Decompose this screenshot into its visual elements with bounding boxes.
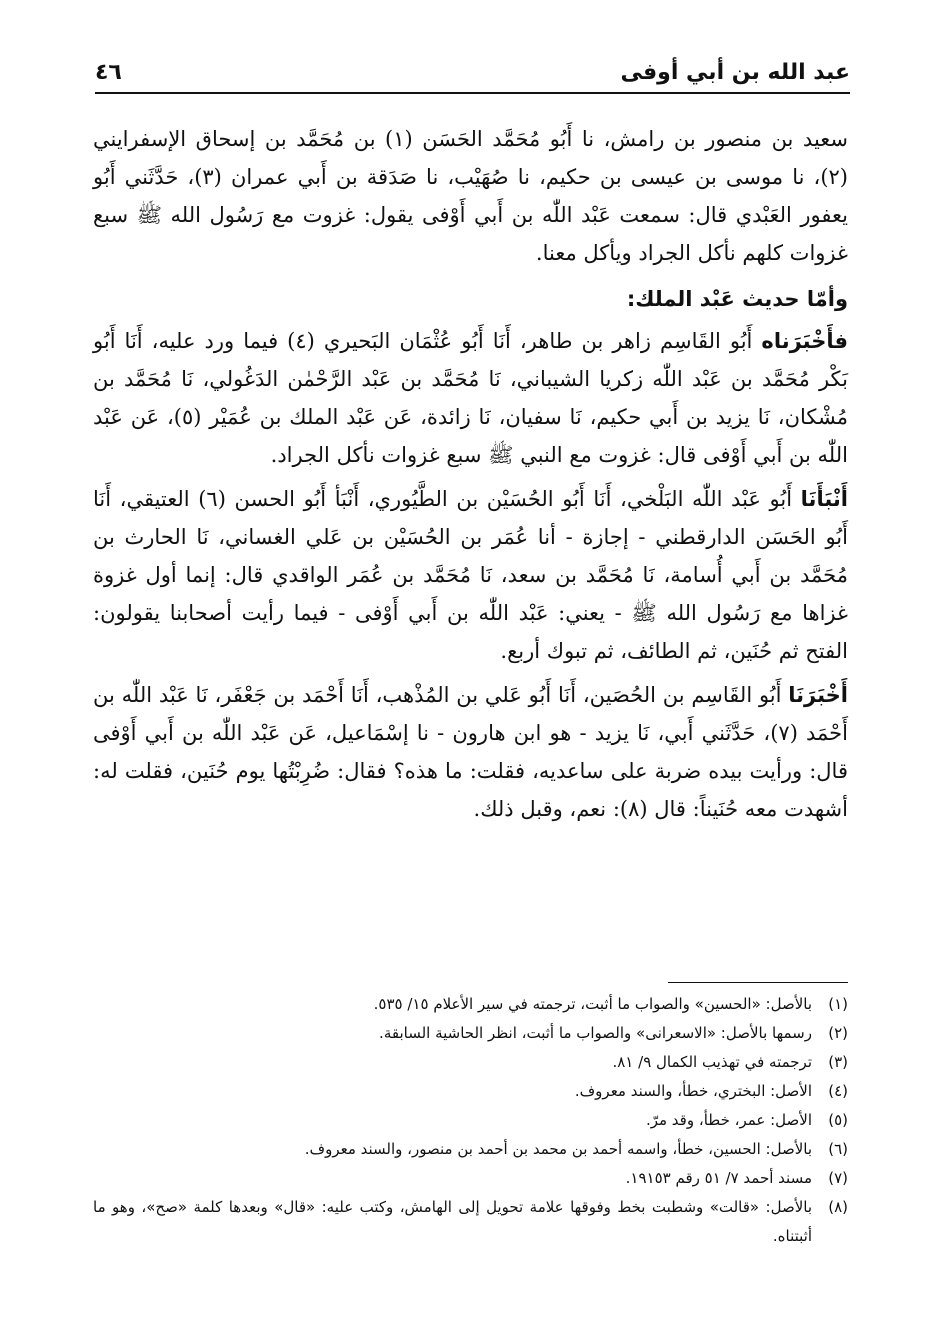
running-title: عبد الله بن أبي أوفى — [620, 60, 850, 85]
footnote — [93, 990, 848, 1019]
footnote-text: الأصل: عمر، خطأ، وقد مرّ. — [645, 1111, 812, 1129]
footnote-number: (٧) — [828, 1169, 848, 1187]
main-text — [93, 120, 848, 828]
footnote-text: ترجمته في تهذيب الكمال ٩/ ٨١. — [612, 1053, 812, 1071]
footnotes — [93, 990, 848, 1251]
footnote-text: رسمها بالأصل: «الاسعرانى» والصواب ما أثبت، انظر الحاشية السابقة. — [379, 1024, 812, 1042]
paragraph-4-lead: أَخْبَرَنَا — [788, 683, 848, 707]
footnote-text: بالأصل: «قالت» وشطبت بخط وفوقها علامة تحويل إلى الهامش، وكتب عليه: «قال» وبعدها كلمة «صح»، وهو ما أثبتناه. — [93, 1198, 812, 1245]
footnote-number: (٢) — [828, 1024, 848, 1042]
footnote-text: مسند أحمد ٧/ ٥١ رقم ١٩١٥٣. — [625, 1169, 812, 1187]
footnote — [93, 1193, 848, 1251]
section-heading: وأمّا حديث عَبْد الملك: — [626, 287, 848, 311]
footnote-number: (١) — [828, 995, 848, 1013]
paragraph-2 — [93, 322, 848, 474]
footnote-number: (٤) — [828, 1082, 848, 1100]
paragraph-3-lead: أَنْبَأَنَا — [800, 487, 848, 511]
running-header — [95, 58, 850, 94]
paragraph-3 — [93, 480, 848, 670]
footnote — [93, 1019, 848, 1048]
footnote-number: (٣) — [828, 1053, 848, 1071]
footnote-divider — [668, 982, 848, 983]
paragraph-4 — [93, 676, 848, 828]
paragraph-3-text: أَبُو عَبْد اللّٰه البَلْخي، أَنَا أَبُو الحُسَيْن بن الطَّيُوري، أَنْبَأ أَبُو الحسن (٦) العتيقي، أَنَا أَبُو الحَسَن الدارقطني - إجازة - أنا عُمَر بن الحُسَيْن بن عَلي الغساني، نَا الحارث بن مُحَمَّد بن أَبي أُسامة، نَا مُحَمَّد بن سعد، نَا مُحَمَّد بن عُمَر الواقدي قال: إنما أول غزوة غزاها مع رَسُول الله ﷺ - يعني: عَبْد اللّٰه بن أَبي أَوْفى - فيما رأيت أصحابنا يقولون: الفتح ثم حُنَين، ثم الطائف، ثم تبوك أربع. — [93, 487, 848, 663]
footnote-number: (٦) — [828, 1140, 848, 1158]
paragraph-1: سعيد بن منصور بن رامش، نا أَبُو مُحَمَّد الحَسَن (١) بن مُحَمَّد بن إسحاق الإسفرايني (٢)، نا موسى بن عيسى بن حكيم، نا صُهَيْب، نا صَدَقة بن أَبي عمران (٣)، حَدَّثَني أَبُو يعفور العَبْدي قال: سمعت عَبْد اللّٰه بن أَبي أَوْفى يقول: غزوت مع رَسُول الله ﷺ سبع غزوات كلهم نأكل الجراد ويأكل معنا. — [93, 127, 849, 265]
footnote — [93, 1048, 848, 1077]
footnote-text: بالأصل: «الحسين» والصواب ما أثبت، ترجمته في سير الأعلام ١٥/ ٥٣٥. — [373, 995, 812, 1013]
footnote-number: (٥) — [828, 1111, 848, 1129]
footnote — [93, 1164, 848, 1193]
paragraph-2-text: أَبُو القَاسِم زاهر بن طاهر، أَنَا أَبُو عُثْمَان البَحيري (٤) فيما ورد عليه، أَنَا أَبُو بَكْر مُحَمَّد بن عَبْد اللّٰه زكريا الشيباني، نَا مُحَمَّد بن عَبْد الرَّحْمٰن الدَغُولي، نَا مُحَمَّد بن مُشْكان، نَا يزيد بن أَبي حكيم، نَا سفيان، نَا زائدة، عَن عَبْد الملك بن عُمَيْر (٥)، عَن عَبْد اللّٰه بن أَبي أَوْفى قال: غزوت مع النبي ﷺ سبع غزوات نأكل الجراد. — [93, 329, 848, 467]
footnote — [93, 1077, 848, 1106]
footnote-text: بالأصل: الحسين، خطأ، واسمه أحمد بن محمد بن أحمد بن منصور، والسند معروف. — [304, 1140, 812, 1158]
footnote — [93, 1106, 848, 1135]
footnote-number: (٨) — [828, 1198, 848, 1216]
paragraph-4-text: أَبُو القَاسِم بن الحُصَين، أَنَا أَبُو عَلي بن المُذْهب، أَنَا أَحْمَد بن جَعْفَر، نَا عَبْد اللّٰه بن أَحْمَد (٧)، حَدَّثَني أَبي، نَا يزيد - هو ابن هارون - نا إسْمَاعيل، عَن عَبْد اللّٰه بن أَبي أَوْفى قال: ورأيت بيده ضربة على ساعديه، فقلت: ما هذه؟ فقال: ضُرِبْتُها يوم حُنَين، فقلت له: أشهدت معه حُنَيناً: قال (٨): نعم، وقبل ذلك. — [93, 683, 848, 821]
page-number: ٤٦ — [95, 60, 122, 85]
footnote-text: الأصل: البختري، خطأ، والسند معروف. — [574, 1082, 812, 1100]
paragraph-2-lead: فأَخْبَرَناه — [761, 329, 848, 353]
footnote — [93, 1135, 848, 1164]
